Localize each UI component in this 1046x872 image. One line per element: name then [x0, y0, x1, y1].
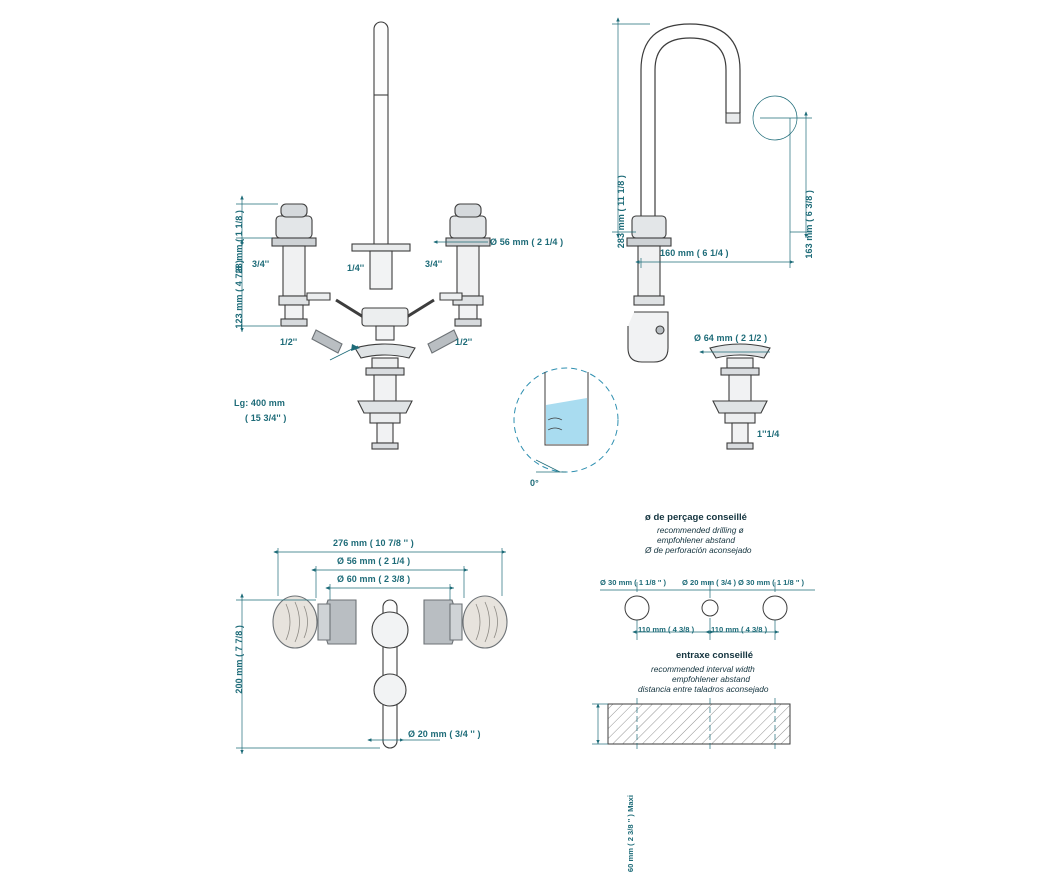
interval-subtitle-de: empfohlener abstand [672, 674, 750, 684]
interval-diagram-geometry [592, 698, 790, 750]
dim-123mm: 123 mm ( 4 7/8 ) [234, 260, 244, 329]
dim-20mm: Ø 20 mm ( 3/4 '' ) [408, 729, 481, 739]
dim-160mm: 160 mm ( 6 1/4 ) [660, 248, 729, 258]
dim-200mm: 200 mm ( 7 7/8 ) [234, 625, 244, 694]
drill-spacing-right: 110 mm ( 4 3/8 ) [711, 625, 768, 634]
drilling-subtitle-de: empfohlener abstand [657, 535, 735, 545]
dim-64mm: Ø 64 mm ( 2 1/2 ) [694, 333, 768, 343]
dim-56mm-front: Ø 56 mm ( 2 1/4 ) [490, 237, 564, 247]
dim-163mm: 163 mm ( 6 3/8 ) [804, 190, 814, 259]
dim-28mm: 28 mm ( 1 1/8 ) [234, 210, 244, 274]
detail-angle-label: 0° [530, 478, 539, 488]
aerator-detail-geometry [514, 368, 618, 472]
interval-title: entraxe conseillé [676, 650, 754, 661]
interval-thickness-label: 60 mm ( 2 3/8 '' ) Maxi [626, 795, 636, 872]
dim-276mm: 276 mm ( 10 7/8 '' ) [333, 538, 414, 548]
drilling-diagram-geometry [600, 582, 815, 640]
dim-34-right: 3/4'' [425, 259, 443, 269]
drill-hole-label-right: Ø 30 mm ( 1 1/8 '' ) [738, 578, 805, 587]
drill-hole-label-center: Ø 20 mm ( 3/4 ) [682, 578, 737, 587]
dim-60mm: Ø 60 mm ( 2 3/8 ) [337, 574, 411, 584]
dim-283mm: 283 mm ( 11 1/8 ) [616, 175, 626, 249]
interval-subtitle-en: recommended interval width [651, 664, 755, 674]
interval-subtitle-es: distancia entre taladros aconsejado [638, 684, 769, 694]
dim-12-right: 1/2'' [455, 337, 473, 347]
dim-56mm-top: Ø 56 mm ( 2 1/4 ) [337, 556, 411, 566]
front-view-geometry [272, 22, 490, 449]
dim-34-left: 3/4'' [252, 259, 270, 269]
drilling-title: ø de perçage conseillé [645, 512, 747, 523]
drill-spacing-left: 110 mm ( 4 3/8 ) [638, 625, 695, 634]
drilling-subtitle-es: Ø de perforación aconsejado [645, 545, 752, 555]
dim-12-left: 1/2'' [280, 337, 298, 347]
drilling-subtitle-en: recommended drilling ø [657, 525, 744, 535]
dim-hose-length-inch: ( 15 3/4'' ) [245, 413, 287, 423]
dim-14: 1/4'' [347, 263, 365, 273]
side-view-geometry [627, 24, 770, 449]
dim-hose-length: Lg: 400 mm [234, 398, 286, 408]
top-view-geometry [273, 596, 507, 748]
drill-hole-label-left: Ø 30 mm ( 1 1/8 '' ) [600, 578, 667, 587]
dim-1-1-4: 1''1/4 [757, 429, 780, 439]
